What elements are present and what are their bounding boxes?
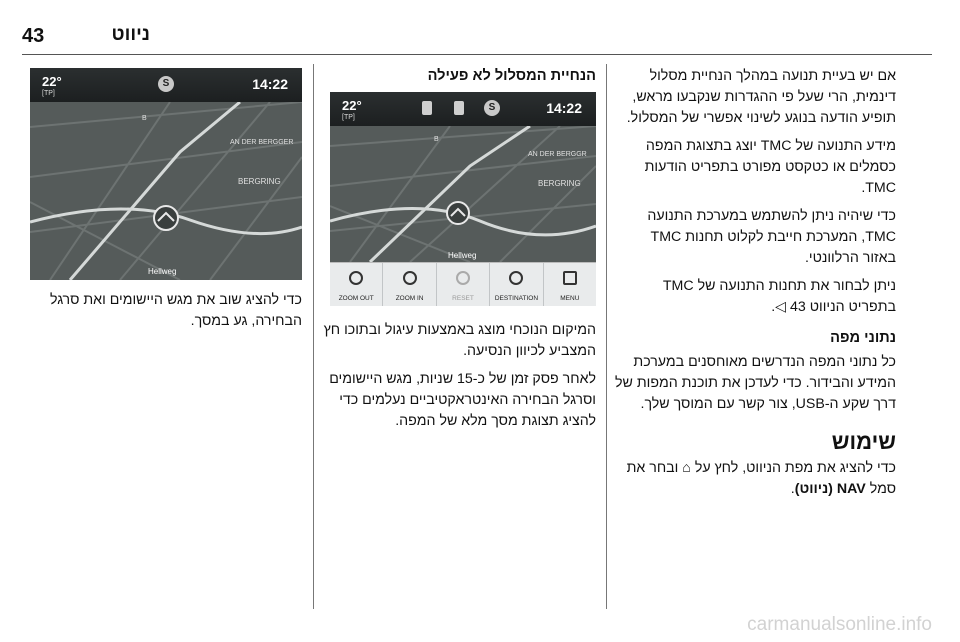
interaction-selector-bar <box>330 262 596 306</box>
status-bar <box>330 92 596 126</box>
section-title: ניווט <box>111 24 150 45</box>
text-column-right <box>614 66 896 507</box>
column-divider-left <box>313 64 314 609</box>
paragraph-usage <box>614 458 896 500</box>
paragraph-tmc-display: מידע התנועה של TMC יוצג בתצוגת המפה כסמלים או כטקסט מפורט בתפריט הודעות TMC. <box>644 138 896 196</box>
reset-button[interactable] <box>437 263 490 306</box>
text-column-middle <box>320 66 596 90</box>
destination-button[interactable] <box>490 263 543 306</box>
reset-icon <box>456 271 470 285</box>
source-icon: S <box>484 100 500 116</box>
map-label-street-2: BERGRING <box>538 179 581 188</box>
map-graphic <box>330 126 596 262</box>
page-number: 43 <box>22 25 45 47</box>
zoom-in-button[interactable] <box>383 263 436 306</box>
map-label-road-marker: B <box>142 115 147 122</box>
usage-text-2: ובחר את סמל <box>626 460 896 497</box>
paragraph-dynamic-route: אם יש בעיית תנועה במהלך הנחיית מסלול דינמית, הרי שעל פי ההגדרות שנקבעו מראש, תופיע הודעה בנוגע לשינוי אפשרי של המסלול. <box>626 68 896 126</box>
nav-label: NAV (ניווט) <box>794 481 866 497</box>
destination-icon <box>509 271 523 285</box>
menu-button[interactable] <box>544 263 596 306</box>
paragraph-tmc-reception: כדי שיהיה ניתן להשתמש במערכת התנועה TMC, המערכת חייבת לקלוט תחנות TMC באזור הרלוונטי. <box>647 208 896 266</box>
menu-label: MENU <box>560 295 580 302</box>
map-label-road-marker: B <box>434 136 439 143</box>
text-column-left <box>30 290 302 339</box>
temperature <box>342 99 362 122</box>
page-header <box>0 0 960 56</box>
heading-usage: שימוש <box>831 429 896 454</box>
heading-route-guidance-inactive: הנחיית המסלול לא פעילה <box>427 68 596 84</box>
tp-indicator: [TP] <box>342 114 355 121</box>
map-label-street-1: AN DER BERGGR <box>528 151 587 158</box>
media-icon <box>454 101 464 115</box>
zoom-out-icon <box>349 271 363 285</box>
screenshot-map-fullscreen <box>30 68 302 280</box>
source-icon: S <box>158 76 174 92</box>
reset-label: RESET <box>452 295 474 302</box>
usage-end: . <box>790 481 795 497</box>
clock: 14:22 <box>252 76 288 92</box>
tmc-stations-end: . <box>771 299 776 315</box>
destination-label: DESTINATION <box>494 295 539 302</box>
watermark: carmanualsonline.info <box>747 614 932 635</box>
zoom-in-label: ZOOM IN <box>395 295 424 302</box>
status-bar <box>30 68 302 102</box>
temperature-value: 22° <box>342 98 362 113</box>
map-graphic <box>30 102 302 280</box>
header-divider <box>22 54 932 55</box>
zoom-out-label: ZOOM OUT <box>338 295 374 302</box>
menu-icon <box>563 271 577 285</box>
tp-indicator: [TP] <box>42 90 55 97</box>
screenshot-map-with-selection-bar <box>330 92 596 306</box>
paragraph-map-data: כל נתוני המפה הנדרשים מאוחסנים במערכת המידע והבידור. כדי לעדכן את תוכנת המפות של דרך שקע ה-USB, צור קשר עם המוסך שלך. <box>615 354 896 412</box>
home-icon: ⌂ <box>682 460 691 476</box>
map-label-street-2: BERGRING <box>238 177 281 186</box>
paragraph-tmc-stations <box>614 276 896 318</box>
tmc-stations-text: ניתן לבחור את תחנות התנועה של TMC בתפריט הניווט <box>662 278 896 315</box>
paragraph-timeout: לאחר פסק זמן של כ-15 שניות, מגש היישומים וסרגל הבחירה האינטראקטיביים נעלמים כדי להציג תצוגת מסך מלא של המפה. <box>329 371 596 429</box>
map-label-current-street: Hellweg <box>448 251 477 260</box>
usage-text: כדי להציג את מפת הניווט, לחץ על <box>690 460 896 476</box>
page-reference: 43 ◁ <box>775 299 806 315</box>
paragraph-current-position: המיקום הנוכחי מוצג באמצעות עיגול ובתוכו חץ המצביע לכיוון הנסיעה. <box>323 322 596 359</box>
text-column-middle-lower <box>320 320 596 439</box>
zoom-out-button[interactable] <box>330 263 383 306</box>
temperature <box>42 75 62 98</box>
map-label-current-street: Hellweg <box>148 267 177 276</box>
heading-map-data: נתוני מפה <box>830 330 896 346</box>
map-view <box>30 102 302 280</box>
paragraph-touch-screen: כדי להציג שוב את מגש היישומים ואת סרגל הבחירה, גע במסך. <box>50 292 302 329</box>
map-view <box>330 126 596 262</box>
phone-icon <box>422 101 432 115</box>
clock: 14:22 <box>546 100 582 116</box>
temperature-value: 22° <box>42 74 62 89</box>
map-label-street-1: AN DER BERGGER <box>230 139 294 146</box>
column-divider-right <box>606 64 607 609</box>
zoom-in-icon <box>403 271 417 285</box>
